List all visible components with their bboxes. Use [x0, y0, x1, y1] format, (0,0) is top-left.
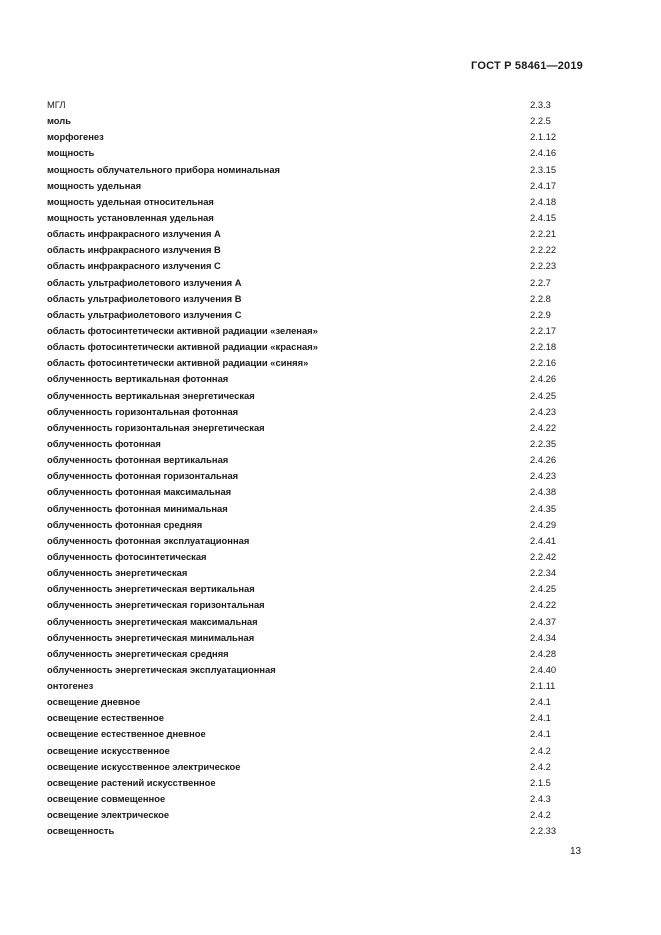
- index-reference: 2.4.29: [530, 518, 557, 530]
- index-term: мощность удельная: [47, 179, 142, 191]
- index-reference: 2.4.23: [530, 405, 557, 417]
- index-reference: 2.2.42: [530, 550, 557, 562]
- index-term: облученность энергетическая эксплуатационная: [47, 663, 276, 675]
- index-entry: [47, 307, 582, 323]
- index-term: МГЛ: [47, 99, 66, 110]
- index-term: онтогенез: [47, 680, 94, 692]
- index-term: облученность фотосинтетическая: [47, 550, 207, 562]
- index-term: область инфракрасного излучения С: [47, 260, 221, 272]
- index-entry: [47, 823, 582, 839]
- index-entry: [47, 388, 582, 404]
- index-reference: 2.4.28: [530, 647, 557, 659]
- index-term: освещение искусственное электрическое: [47, 760, 241, 772]
- index-entry: [47, 468, 582, 484]
- index-reference: 2.2.23: [530, 260, 557, 272]
- index-reference: 2.2.21: [530, 228, 557, 240]
- index-reference: 2.4.15: [530, 211, 557, 223]
- index-reference: 2.4.38: [530, 486, 557, 498]
- index-term: освещение дневное: [47, 696, 141, 708]
- index-reference: 2.4.40: [530, 663, 557, 675]
- index-entry: [47, 484, 582, 500]
- index-reference: 2.4.26: [530, 454, 557, 466]
- index-reference: 2.4.41: [530, 534, 557, 546]
- index-entry: [47, 178, 582, 194]
- index-term: облученность энергетическая максимальная: [47, 615, 258, 627]
- index-reference: 2.2.34: [530, 567, 557, 579]
- index-reference: 2.4.1: [530, 712, 551, 724]
- alphabetical-index: [47, 97, 582, 839]
- index-reference: 2.4.3: [530, 793, 551, 805]
- index-term: облученность энергетическая: [47, 567, 188, 579]
- index-term: область инфракрасного излучения В: [47, 244, 221, 256]
- index-reference: 2.1.11: [530, 680, 556, 692]
- index-reference: 2.2.17: [530, 324, 557, 336]
- index-term: облученность фотонная средняя: [47, 518, 203, 530]
- index-term: освещение искусственное: [47, 744, 170, 756]
- index-entry: [47, 194, 582, 210]
- index-reference: 2.4.37: [530, 615, 557, 627]
- index-entry: [47, 452, 582, 468]
- index-entry: [47, 775, 582, 791]
- index-entry: [47, 549, 582, 565]
- index-term: облученность фотонная вертикальная: [47, 454, 229, 466]
- index-entry: [47, 339, 582, 355]
- index-entry: [47, 678, 582, 694]
- index-term: облученность энергетическая горизонтальная: [47, 599, 265, 611]
- index-entry: [47, 630, 582, 646]
- index-term: облученность фотонная: [47, 437, 161, 449]
- index-reference: 2.4.2: [530, 809, 551, 821]
- index-term: облученность вертикальная фотонная: [47, 373, 229, 385]
- index-entry: [47, 791, 582, 807]
- index-reference: 2.4.22: [530, 421, 557, 433]
- index-entry: [47, 743, 582, 759]
- index-term: морфогенез: [47, 131, 104, 143]
- index-term: область фотосинтетически активной радиации «синяя»: [47, 357, 309, 369]
- index-entry: [47, 581, 582, 597]
- index-reference: 2.2.9: [530, 308, 551, 320]
- index-entry: [47, 662, 582, 678]
- index-entry: [47, 371, 582, 387]
- index-entry: [47, 694, 582, 710]
- index-term: моль: [47, 115, 72, 127]
- index-reference: 2.1.5: [530, 776, 551, 788]
- index-term: облученность фотонная эксплуатационная: [47, 534, 250, 546]
- index-entry: [47, 597, 582, 613]
- index-term: мощность облучательного прибора номинальная: [47, 163, 281, 175]
- index-entry: [47, 710, 582, 726]
- index-term: область ультрафиолетового излучения А: [47, 276, 242, 288]
- document-header: [471, 60, 583, 72]
- index-entry: [47, 501, 582, 517]
- index-term: мощность: [47, 147, 95, 159]
- index-term: область инфракрасного излучения А: [47, 228, 221, 240]
- index-term: мощность удельная относительная: [47, 195, 214, 207]
- index-reference: 2.1.12: [530, 131, 557, 143]
- index-entry: [47, 517, 582, 533]
- index-reference: 2.4.16: [530, 147, 557, 159]
- index-reference: 2.4.2: [530, 760, 551, 772]
- index-term: область фотосинтетически активной радиации «красная»: [47, 341, 318, 353]
- index-term: освещение совмещенное: [47, 793, 166, 805]
- index-reference: 2.2.8: [530, 292, 551, 304]
- index-reference: 2.2.33: [530, 825, 557, 837]
- index-reference: 2.4.17: [530, 179, 557, 191]
- index-term: облученность горизонтальная энергетическая: [47, 421, 265, 433]
- index-term: мощность установленная удельная: [47, 211, 214, 223]
- index-term: область ультрафиолетового излучения В: [47, 292, 242, 304]
- index-reference: 2.4.35: [530, 502, 557, 514]
- index-term: освещенность: [47, 825, 115, 837]
- index-entry: [47, 275, 582, 291]
- index-term: облученность фотонная горизонтальная: [47, 470, 239, 482]
- index-entry: [47, 565, 582, 581]
- index-entry: [47, 726, 582, 742]
- index-entry: [47, 404, 582, 420]
- index-entry: [47, 759, 582, 775]
- index-entry: [47, 646, 582, 662]
- index-reference: 2.4.1: [530, 696, 551, 708]
- index-reference: 2.2.7: [530, 276, 551, 288]
- index-term: освещение естественное дневное: [47, 728, 206, 740]
- index-entry: [47, 533, 582, 549]
- index-entry: [47, 614, 582, 630]
- index-reference: 2.4.2: [530, 744, 551, 756]
- index-entry: [47, 242, 582, 258]
- index-reference: 2.4.1: [530, 728, 551, 740]
- index-entry: [47, 113, 582, 129]
- index-entry: [47, 807, 582, 823]
- index-term: облученность фотонная минимальная: [47, 502, 228, 514]
- index-term: облученность энергетическая средняя: [47, 647, 229, 659]
- index-entry: [47, 129, 582, 145]
- index-entry: [47, 97, 582, 113]
- index-term: освещение растений искусственное: [47, 776, 216, 788]
- index-entry: [47, 162, 582, 178]
- index-reference: 2.2.22: [530, 244, 557, 256]
- index-term: облученность энергетическая минимальная: [47, 631, 255, 643]
- page-number: 13: [570, 846, 582, 857]
- index-entry: [47, 420, 582, 436]
- index-entry: [47, 291, 582, 307]
- index-reference: 2.4.22: [530, 599, 557, 611]
- index-reference: 2.4.26: [530, 373, 557, 385]
- index-reference: 2.2.18: [530, 341, 557, 353]
- index-entry: [47, 226, 582, 242]
- index-reference: 2.2.35: [530, 437, 557, 449]
- index-reference: 2.4.18: [530, 195, 557, 207]
- index-term: облученность фотонная максимальная: [47, 486, 232, 498]
- index-reference: 2.3.3: [530, 99, 551, 110]
- index-reference: 2.3.15: [530, 163, 557, 175]
- index-reference: 2.4.34: [530, 631, 557, 643]
- index-entry: [47, 436, 582, 452]
- index-term: область ультрафиолетового излучения С: [47, 308, 242, 320]
- index-term: облученность горизонтальная фотонная: [47, 405, 239, 417]
- index-term: область фотосинтетически активной радиации «зеленая»: [47, 324, 318, 336]
- index-entry: [47, 355, 582, 371]
- index-term: освещение естественное: [47, 712, 164, 724]
- index-reference: 2.2.5: [530, 115, 551, 127]
- index-reference: 2.4.23: [530, 470, 557, 482]
- index-entry: [47, 258, 582, 274]
- index-term: облученность энергетическая вертикальная: [47, 583, 255, 595]
- index-reference: 2.4.25: [530, 583, 557, 595]
- standard-code: ГОСТ Р 58461—2019: [471, 60, 583, 72]
- index-entry: [47, 210, 582, 226]
- index-term: облученность вертикальная энергетическая: [47, 389, 255, 401]
- index-reference: 2.2.16: [530, 357, 557, 369]
- index-reference: 2.4.25: [530, 389, 557, 401]
- index-term: освещение электрическое: [47, 809, 170, 821]
- index-entry: [47, 323, 582, 339]
- index-entry: [47, 145, 582, 161]
